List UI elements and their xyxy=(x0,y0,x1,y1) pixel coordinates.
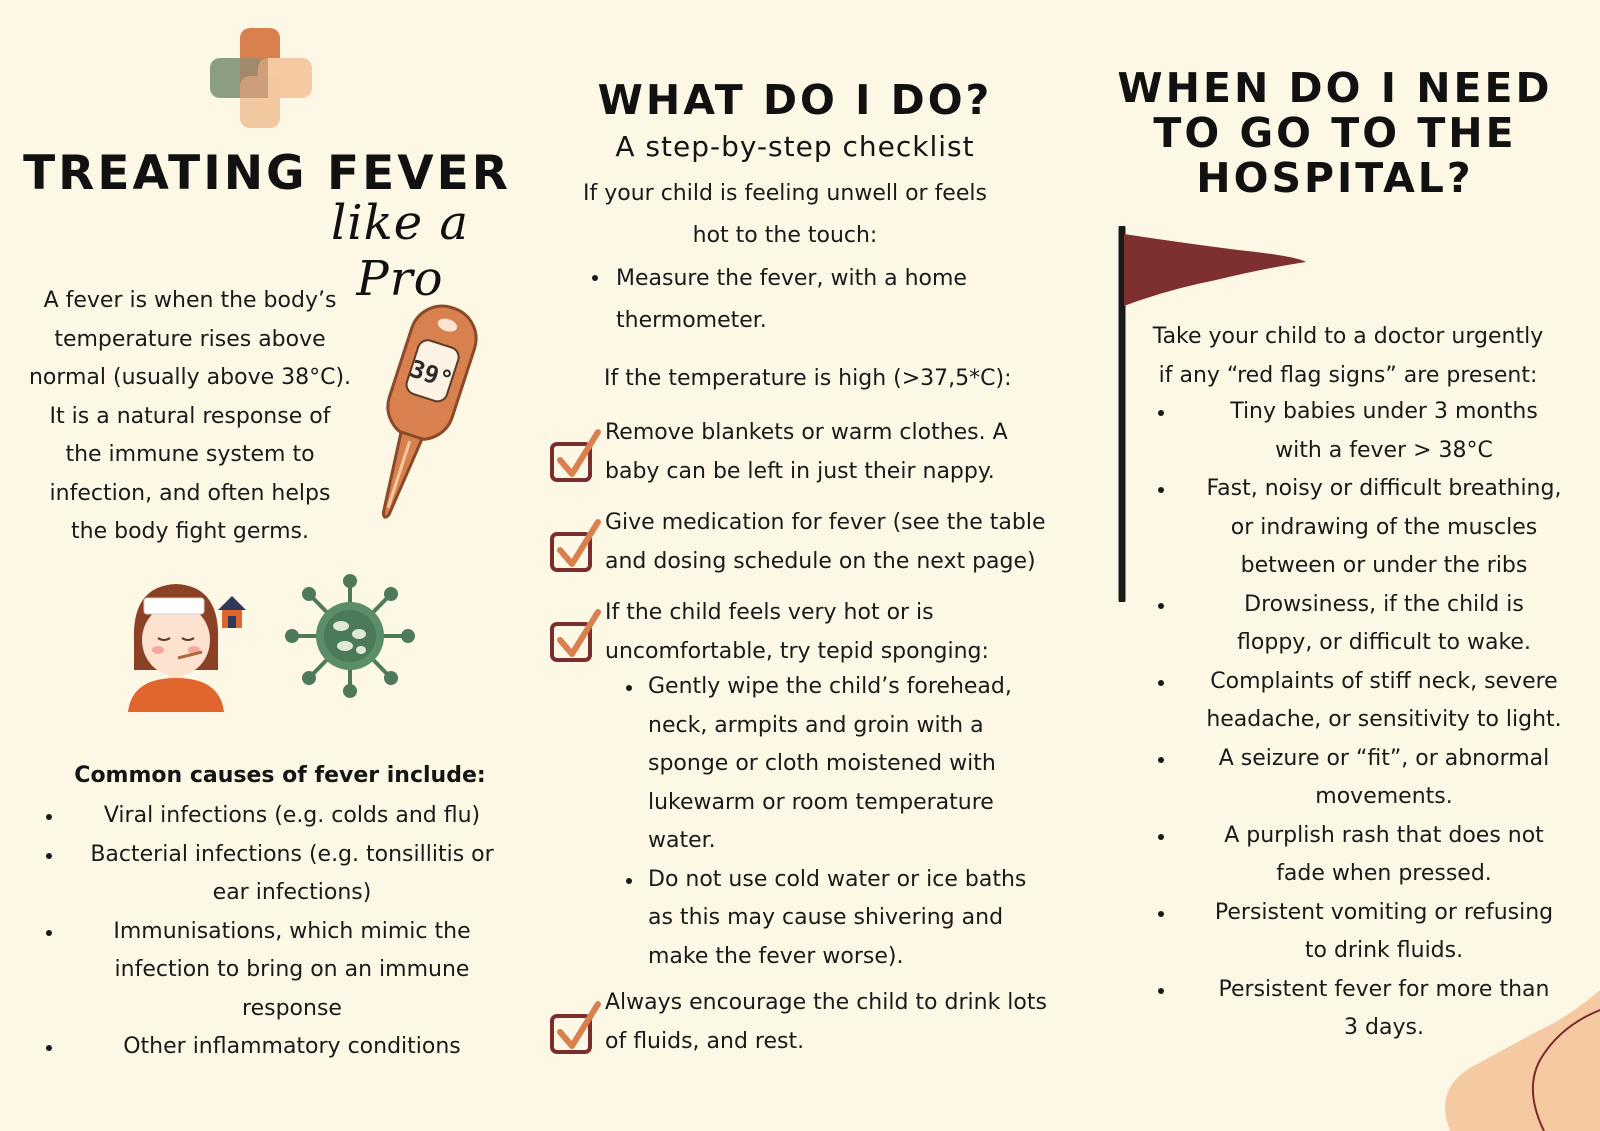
high-temp-label: If the temperature is high (>37,5*C): xyxy=(604,366,1012,391)
bullet-icon xyxy=(1158,410,1164,416)
sponging-list xyxy=(620,668,1040,976)
medical-cross-icon xyxy=(208,26,314,130)
section-title-what-do-i-do: WHAT DO I DO? xyxy=(597,76,993,124)
list-item: Complaints of stiff neck, severe headache, or sensitivity to light. xyxy=(1150,663,1590,740)
section-title-hospital: WHEN DO I NEED TO GO TO THE HOSPITAL? xyxy=(1117,64,1553,202)
checklist-step-medication: Give medication for fever (see the table and dosing schedule on the next page) xyxy=(605,510,1046,574)
bullet-icon xyxy=(1158,680,1164,686)
fever-definition: A fever is when the body’s temperature rises above normal (usually above 38°C). It is a natural response of the immune system to infection, and often helps the body fight germs. xyxy=(28,288,352,544)
checkbox-check-icon xyxy=(548,428,602,486)
causes-list xyxy=(40,797,510,1067)
page-title: TREATING FEVER xyxy=(23,146,511,201)
checklist-step-remove-blankets: Remove blankets or warm clothes. A baby can be left in just their nappy. xyxy=(605,420,1008,484)
checklist-step-fluids: Always encourage the child to drink lots of fluids, and rest. xyxy=(605,990,1047,1054)
checklist-intro: If your child is feeling unwell or feels hot to the touch: xyxy=(583,181,987,248)
list-item: Drowsiness, if the child is floppy, or difficult to wake. xyxy=(1150,586,1590,663)
list-item: Do not use cold water or ice baths as this may cause shivering and make the fever worse). xyxy=(620,861,1040,977)
checkbox-check-icon xyxy=(548,518,602,576)
checkbox-check-icon xyxy=(548,608,602,666)
bullet-icon xyxy=(46,930,52,936)
causes-heading: Common causes of fever include: xyxy=(74,763,486,788)
section-subtitle: A step-by-step checklist xyxy=(615,130,975,163)
list-item: A seizure or “fit”, or abnormal movements. xyxy=(1150,740,1590,817)
bullet-icon xyxy=(1158,757,1164,763)
bullet-icon xyxy=(46,853,52,859)
bullet-icon xyxy=(1158,911,1164,917)
checklist-step-tepid-sponging: If the child feels very hot or is uncomfortable, try tepid sponging: xyxy=(605,600,989,664)
list-item: Gently wipe the child’s forehead, neck, armpits and groin with a sponge or cloth moistened with lukewarm or room temperature water. xyxy=(620,668,1040,861)
bullet-icon xyxy=(626,685,632,691)
hospital-intro: Take your child to a doctor urgently if any “red flag signs” are present: xyxy=(1152,324,1544,388)
virus-icon xyxy=(283,574,417,698)
bullet-icon xyxy=(46,814,52,820)
measure-step: Measure the fever, with a home thermometer. xyxy=(592,258,1022,342)
list-item: Viral infections (e.g. colds and flu) xyxy=(40,797,510,836)
bullet-icon xyxy=(1158,487,1164,493)
list-item: Bacterial infections (e.g. tonsillitis or ear infections) xyxy=(40,836,510,913)
bullet-icon xyxy=(46,1045,52,1051)
list-item: Tiny babies under 3 months with a fever > 38°C xyxy=(1150,393,1590,470)
list-item: A purplish rash that does not fade when pressed. xyxy=(1150,817,1590,894)
script-subtitle: like a Pro xyxy=(330,195,470,307)
bullet-icon xyxy=(1158,603,1164,609)
list-item: Immunisations, which mimic the infection to bring on an immune response xyxy=(40,913,510,1029)
thermometer-reading: 39° xyxy=(406,354,457,395)
list-item: Fast, noisy or difficult breathing, or indrawing of the muscles between or under the ribs xyxy=(1150,470,1590,586)
bullet-icon xyxy=(592,275,598,281)
thermometer-icon xyxy=(348,296,488,528)
bullet-icon xyxy=(626,878,632,884)
list-item: Other inflammatory conditions xyxy=(40,1028,510,1067)
sick-child-icon xyxy=(118,578,250,712)
checkbox-check-icon xyxy=(548,1000,602,1058)
list-item: Persistent vomiting or refusing to drink fluids. xyxy=(1150,894,1590,971)
decorative-corner-shape xyxy=(1440,990,1600,1131)
red-flag-list xyxy=(1150,393,1590,1048)
bullet-icon xyxy=(1158,988,1164,994)
list-item: Persistent fever for more than 3 days. xyxy=(1150,971,1590,1048)
bullet-icon xyxy=(1158,834,1164,840)
